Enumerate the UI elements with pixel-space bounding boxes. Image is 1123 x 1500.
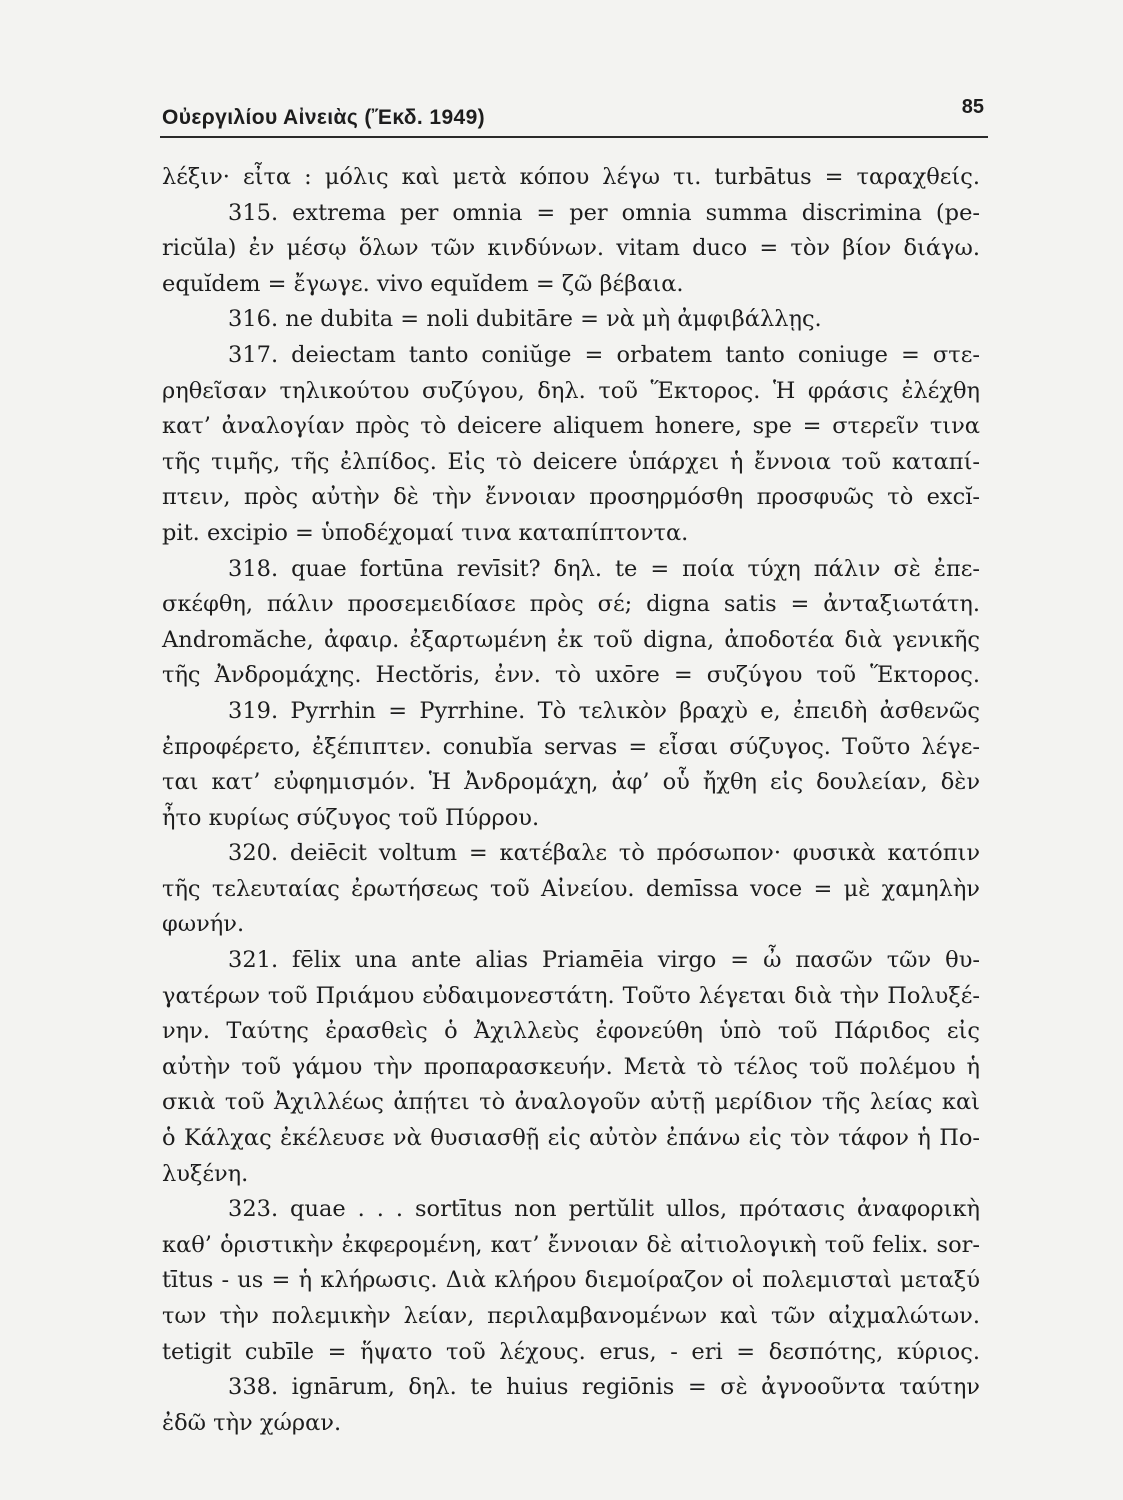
text-line: πτειν, πρὸς αὐτὴν δὲ τὴν ἔννοιαν προσηρμόσθη προσφυῶς τὸ excĭ-: [162, 484, 980, 511]
text-line: τῆς Ἀνδρομάχης. Hectŏris, ἐνν. τὸ uxōre = συζύγου τοῦ Ἕκτορος.: [162, 662, 980, 689]
text-line: νην. Ταύτης ἐρασθεὶς ὁ Ἀχιλλεὺς ἐφονεύθη ὑπὸ τοῦ Πάριδος εἰς: [162, 1018, 980, 1045]
text-line: ρηθεῖσαν τηλικούτου συζύγου, δηλ. τοῦ Ἕκτορος. Ἡ φράσις ἐλέχθη: [162, 377, 980, 404]
header-rule: [160, 136, 988, 138]
text-line: φωνήν.: [162, 911, 245, 938]
paragraph-start-line: 320. deiēcit voltum = κατέβαλε τὸ πρόσωπον· φυσικὰ κατόπιν: [228, 840, 980, 867]
text-line: λυξένη.: [162, 1160, 249, 1187]
text-line: σκέφθη, πάλιν προσεμειδίασε πρὸς σέ; digna satis = ἀνταξιωτάτη.: [162, 591, 980, 618]
text-line: λέξιν· εἶτα : μόλις καὶ μετὰ κόπου λέγω τι. turbātus = ταραχθείς.: [162, 164, 980, 190]
text-line: ἐπροφέρετο, ἐξέπιπτεν. conubĭa servas = εἶσαι σύζυγος. Τοῦτο λέγε-: [162, 733, 980, 760]
text-line: ὁ Κάλχας ἐκέλευσε νὰ θυσιασθῇ εἰς αὐτὸν ἐπάνω εἰς τὸν τάφον ἡ Πο-: [162, 1125, 980, 1152]
text-line: σκιὰ τοῦ Ἀχιλλέως ἀπῄτει τὸ ἀναλογοῦν αὐτῇ μερίδιον τῆς λείας καὶ: [162, 1089, 980, 1116]
text-line: tītus - us = ἡ κλήρωσις. Διὰ κλήρου διεμοίραζον οἱ πολεμισταὶ μεταξύ: [162, 1267, 980, 1294]
text-line: pit. excipio = ὑποδέχομαί τινα καταπίπτοντα.: [162, 519, 689, 546]
text-line: τῆς τιμῆς, τῆς ἐλπίδος. Εἰς τὸ deicere ὑπάρχει ἡ ἔννοια τοῦ καταπί-: [162, 448, 980, 475]
paragraph-start-line: 317. deiectam tanto coniŭge = orbatem tanto coniuge = στε-: [228, 341, 980, 368]
text-line: κατ’ ἀναλογίαν πρὸς τὸ deicere aliquem honere, spe = στερεῖν τινα: [162, 413, 980, 440]
paragraph-start-line: 319. Pyrrhin = Pyrrhine. Τὸ τελικὸν βραχὺ e, ἐπειδὴ ἀσθενῶς: [228, 697, 980, 724]
commentary-text: [162, 160, 980, 1441]
text-line: tetigit cubīle = ἥψατο τοῦ λέχους. erus, - eri = δεσπότης, κύριος.: [162, 1338, 980, 1365]
paragraph-start-line: 315. extrema per omnia = per omnia summa discrimina (pe-: [228, 199, 980, 226]
text-line: ται κατ’ εὐφημισμόν. Ἡ Ἀνδρομάχη, ἀφ’ οὗ ἤχθη εἰς δουλείαν, δὲν: [162, 769, 980, 796]
paragraph-start-line: 318. quae fortūna revīsit? δηλ. te = ποία τύχη πάλιν σὲ ἐπε-: [228, 555, 980, 582]
text-line: ἦτο κυρίως σύζυγος τοῦ Πύρρου.: [162, 804, 540, 831]
text-line: αὐτὴν τοῦ γάμου τὴν προπαρασκευήν. Μετὰ τὸ τέλος τοῦ πολέμου ἡ: [162, 1053, 980, 1080]
page-number: 85: [961, 96, 984, 118]
text-line: γατέρων τοῦ Πριάμου εὐδαιμονεστάτη. Τοῦτο λέγεται διὰ τὴν Πολυξέ-: [162, 982, 980, 1009]
text-line: ricŭla) ἐν μέσῳ ὅλων τῶν κινδύνων. vitam duco = τὸν βίον διάγω.: [162, 235, 980, 262]
paragraph-start-line: 323. quae . . . sortītus non pertŭlit ullos, πρότασις ἀναφορικὴ: [228, 1196, 980, 1223]
paragraph-start-line: 321. fēlix una ante alias Priamēia virgo = ὦ πασῶν τῶν θυ-: [228, 947, 980, 974]
text-line: καθ’ ὁριστικὴν ἐκφερομένη, κατ’ ἔννοιαν δὲ αἰτιολογικὴ τοῦ felix. sor-: [162, 1231, 980, 1258]
paragraph-start-line: 316. ne dubita = noli dubitāre = νὰ μὴ ἀμφιβάλλῃς.: [228, 306, 822, 333]
text-line: ἐδῶ τὴν χώραν.: [162, 1409, 342, 1436]
text-line: των τὴν πολεμικὴν λείαν, περιλαμβανομένων καὶ τῶν αἰχμαλώτων.: [162, 1303, 980, 1329]
text-line: equĭdem = ἔγωγε. vivo equĭdem = ζῶ βέβαια.: [162, 270, 684, 297]
text-line: Andromăche, ἀφαιρ. ἐξαρτωμένη ἐκ τοῦ digna, ἀποδοτέα διὰ γενικῆς: [162, 626, 980, 653]
running-title: Οὐεργιλίου Αἰνειὰς (Ἔκδ. 1949): [162, 106, 486, 129]
paragraph-start-line: 338. ignārum, δηλ. te huius regiōnis = σὲ ἀγνοοῦντα ταύτην: [228, 1374, 980, 1401]
text-line: τῆς τελευταίας ἐρωτήσεως τοῦ Αἰνείου. demīssa voce = μὲ χαμηλὴν: [162, 875, 980, 902]
running-header: [162, 96, 988, 136]
